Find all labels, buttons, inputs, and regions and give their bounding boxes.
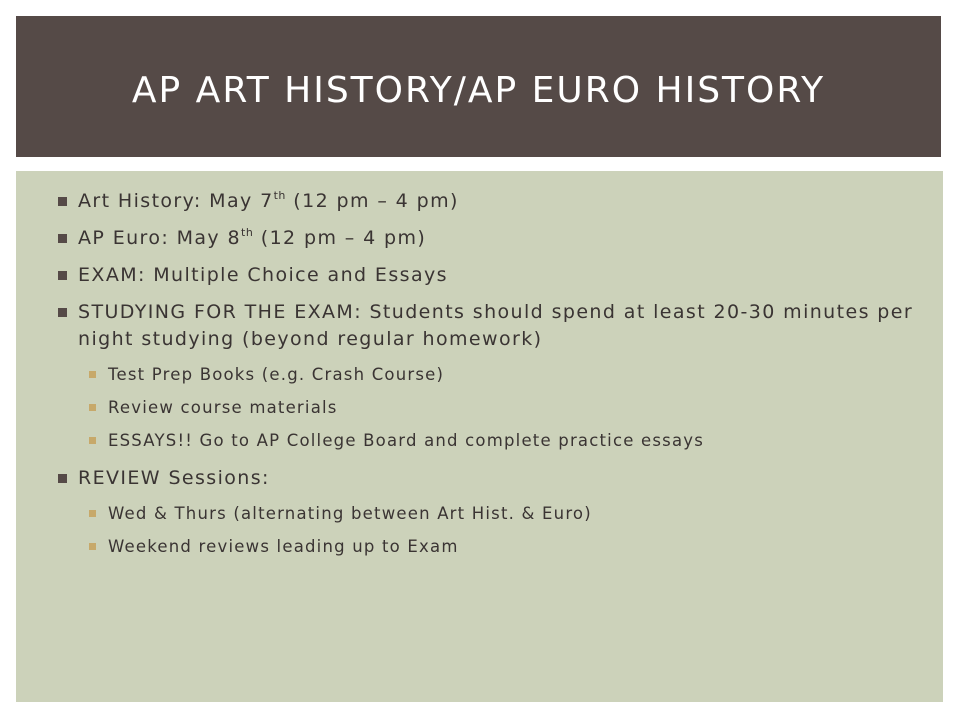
sub-bullet-wed-thurs: [56, 502, 916, 526]
sub-bullet-text: Weekend reviews leading up to Exam: [108, 537, 459, 556]
square-bullet-icon: [58, 474, 67, 483]
bullet-text: EXAM: Multiple Choice and Essays: [78, 264, 448, 286]
bullet-text-time: (12 pm – 4 pm): [253, 227, 427, 249]
slide-title: AP ART HISTORY/AP EURO HISTORY: [131, 70, 826, 111]
sub-bullet-text: Review course materials: [108, 398, 338, 417]
sub-bullet-text: Test Prep Books (e.g. Crash Course): [108, 365, 445, 384]
bullet-studying: [56, 299, 916, 353]
square-sub-bullet-icon: [89, 510, 96, 517]
square-sub-bullet-icon: [89, 371, 96, 378]
bullet-list: [56, 188, 916, 568]
square-sub-bullet-icon: [89, 437, 96, 444]
sub-bullet-text: Wed & Thurs (alternating between Art Hist. & Euro): [108, 504, 592, 523]
bullet-art-history-date: [56, 188, 916, 215]
bullet-text: STUDYING FOR THE EXAM: Students should spend at least 20-30 minutes per night studying (beyond regular homework): [78, 301, 914, 350]
square-sub-bullet-icon: [89, 543, 96, 550]
bullet-text: REVIEW Sessions:: [78, 467, 270, 489]
bullet-text: AP Euro: May 8: [78, 227, 242, 249]
bullet-text-time: (12 pm – 4 pm): [285, 190, 459, 212]
sub-bullet-test-prep: [56, 363, 916, 387]
bullet-text: Art History: May 7: [78, 190, 274, 212]
square-bullet-icon: [58, 308, 67, 317]
content-area: [16, 171, 943, 702]
square-bullet-icon: [58, 271, 67, 280]
sub-bullet-review-materials: [56, 396, 916, 420]
bullet-ap-euro-date: [56, 225, 916, 252]
ordinal-suffix: th: [241, 226, 254, 239]
bullet-review-sessions: [56, 465, 916, 492]
bullet-exam-format: [56, 262, 916, 289]
square-bullet-icon: [58, 234, 67, 243]
square-bullet-icon: [58, 197, 67, 206]
ordinal-suffix: th: [273, 189, 286, 202]
square-sub-bullet-icon: [89, 404, 96, 411]
title-bar: [16, 16, 941, 157]
sub-bullet-essays: [56, 429, 916, 453]
sub-bullet-text: ESSAYS!! Go to AP College Board and complete practice essays: [108, 431, 705, 450]
sub-bullet-weekend: [56, 535, 916, 559]
